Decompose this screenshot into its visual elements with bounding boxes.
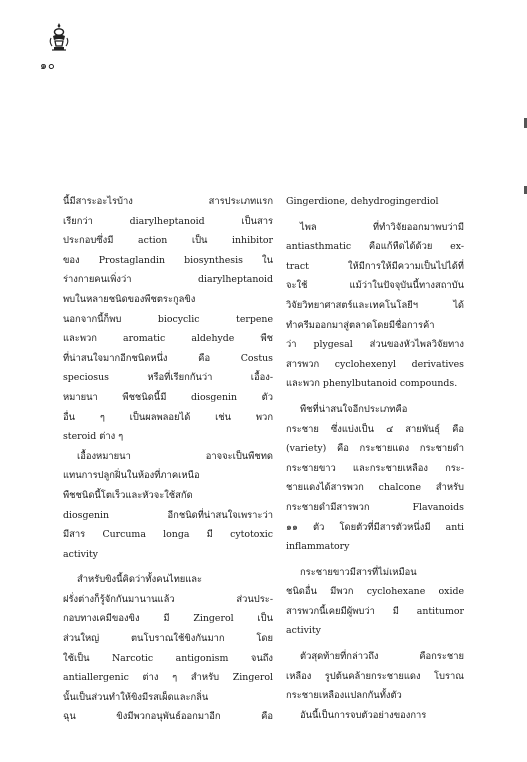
- page-number: ๑๐: [40, 59, 56, 72]
- text-line: นั้นเป็นส่วนทำให้ขิงมีรสเผ็ดและกลิ่น: [63, 691, 209, 703]
- text-line: เรียกว่า diarylheptanoid เป็นสาร: [63, 215, 273, 227]
- text-line: กระชายขาวมีสารที่ไม่เหมือน: [300, 566, 417, 578]
- text-line: steroid ต่าง ๆ: [63, 431, 124, 443]
- text-line: Gingerdione, dehydrogingerdiol: [286, 196, 439, 207]
- seal-icon: [47, 22, 71, 52]
- text-line: antiallergenic ต่าง ๆ สำหรับ Zingerol: [63, 672, 273, 684]
- text-line: ทำครีมออกมาสู่ตลาดโดยมีชื่อการค้า: [286, 319, 435, 331]
- text-line: ชนิดอื่น มีพวก cyclohexane oxide: [286, 586, 464, 598]
- text-line: สารพวก cyclohexenyl derivatives: [286, 358, 464, 370]
- text-line: ส่วนใหญ่ ตนโบราณใช้ขิงกันมาก โดย: [63, 633, 273, 645]
- text-line: นี้มีสาระอะไรบ้าง สารประเภทแรก: [63, 196, 273, 207]
- text-line: จะใช้ แม้ว่าในปัจจุบันนี้ทางสถาบัน: [286, 280, 464, 292]
- text-line: ๑๑ ตัว โดยตัวที่มีสารตัวหนึ่งมี anti: [286, 521, 464, 533]
- text-line: วิจัยวิทยาศาสตร์และเทคโนโลยีฯ ได้: [286, 299, 464, 311]
- text-line: ว่า plygesal ส่วนของหัวไพลวิจัยทาง: [286, 339, 464, 351]
- text-line: กระชายเหลืองแปลกกันทั้งตัว: [286, 690, 402, 702]
- text-line: กระชายดำมีสารพวก Flavanoids: [286, 501, 464, 513]
- text-line: tract ให้มีการให้มีความเป็นไปได้ที่: [286, 260, 464, 272]
- text-line: ตัวสุดท้ายที่กล่าวถึง คือกระชาย: [300, 651, 464, 663]
- text-line: มีสาร Curcuma longa มี cytotoxic: [63, 529, 273, 541]
- left-column: [63, 192, 273, 727]
- text-line: อื่น ๆ เป็นผลพลอยได้ เช่น พวก: [63, 411, 273, 423]
- text-line: (variety) คือ กระชายแดง กระชายดำ: [286, 443, 464, 455]
- text-line: inflammatory: [286, 541, 350, 553]
- text-line: กระชายขาว และกระชายเหลือง กระ-: [286, 462, 464, 474]
- text-line: ประกอบซึ่งมี action เป็น inhibitor: [63, 235, 273, 247]
- right-column: [286, 192, 464, 725]
- text-line: antiasthmatic คือแก้หืดได้ด้วย ex-: [286, 241, 464, 253]
- text-line: แทนการปลูกฝิ่นในห้องที่ภาคเหนือ: [63, 470, 200, 482]
- text-line: speciosus หรือที่เรียกกันว่า เอื้อง-: [63, 372, 273, 384]
- text-line: และพวก aromatic aldehyde พืช: [63, 333, 273, 345]
- text-line: นอกจากนี้ก็พบ biocyclic terpene: [63, 313, 273, 325]
- text-line: พืชที่น่าสนใจอีกประเภทคือ: [300, 403, 408, 415]
- text-line: ฝรั่งต่างก็รู้จักกันมานานแล้ว ส่วนประ-: [63, 593, 273, 605]
- text-line: พบในหลายชนิดของพืชตระกูลขิง: [63, 293, 196, 305]
- text-line: กระชาย ซึ่งแบ่งเป็น ๔ สายพันธุ์ คือ: [286, 423, 464, 435]
- text-line: ไพล ที่ทำวิจัยออกมาพบว่ามี: [300, 221, 464, 233]
- text-line: ของ Prostaglandin biosynthesis ใน: [63, 254, 273, 266]
- text-line: ใช้เป็น Narcotic antigonism จนถึง: [63, 652, 273, 664]
- text-line: เอื้องหมายนา อาจจะเป็นพืชทด: [77, 450, 273, 462]
- text-line: diosgenin อีกชนิดที่น่าสนใจเพราะว่า: [63, 509, 273, 521]
- text-line: อันนี้เป็นการจบตัวอย่างของการ: [300, 709, 427, 721]
- text-line: พืชชนิดนี้โตเร็วและหัวจะใช้สกัด: [63, 489, 193, 501]
- text-line: activity: [286, 625, 321, 637]
- text-line: ที่น่าสนใจมากอีกชนิดหนึ่ง คือ Costus: [63, 352, 273, 364]
- text-line: กอบทางเคมีของขิง มี Zingerol เป็น: [63, 613, 273, 625]
- text-line: สารพวกนี้เคยมีผู้พบว่า มี antitumor: [286, 605, 464, 617]
- text-line: ฉุน ขิงมีพวกอนุพันธ์ออกมาอีก คือ: [63, 711, 273, 723]
- text-line: หมายนา พืชชนิดนี้มี diosgenin ตัว: [63, 391, 273, 403]
- text-line: activity: [63, 548, 98, 560]
- text-line: และพวก phenylbutanoid compounds.: [286, 378, 458, 390]
- text-line: ชายแดงได้สารพวก chalcone สำหรับ: [286, 482, 464, 494]
- text-line: ร่างกายคนเพิ่งว่า diarylheptanoid: [63, 274, 273, 286]
- text-line: เหลือง รูปต้นคล้ายกระชายแดง โบราณ: [286, 670, 464, 682]
- text-line: สำหรับขิงนี้คิดว่าทั้งคนไทยและ: [77, 574, 203, 586]
